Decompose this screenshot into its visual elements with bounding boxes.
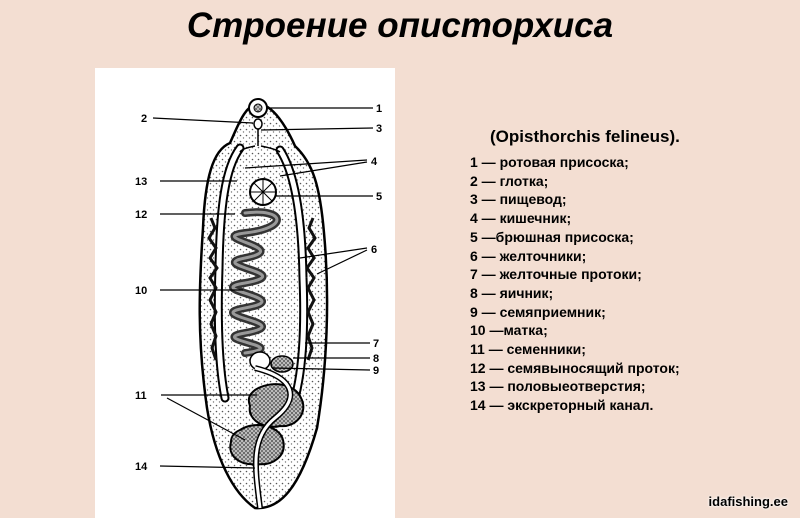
legend	[470, 126, 780, 415]
legend-item: 13 — половыеотверстия;	[470, 378, 646, 395]
figure-label-9: 9	[373, 365, 380, 377]
legend-item: 8 — яичник;	[470, 284, 554, 301]
figure-label-13: 13	[135, 176, 148, 188]
figure-label-10: 10	[135, 285, 148, 297]
watermark: idafishing.ee	[708, 494, 788, 509]
anatomy-figure	[95, 68, 395, 518]
legend-item: 6 — желточники;	[470, 247, 587, 264]
legend-list	[470, 153, 780, 415]
figure-label-8: 8	[373, 353, 380, 365]
ovary	[271, 356, 293, 372]
figure-label-5: 5	[376, 191, 383, 203]
figure-label-3: 3	[376, 123, 383, 135]
legend-item: 12 — семявыносящий проток;	[470, 359, 680, 376]
legend-item: 11 — семенники;	[470, 341, 586, 358]
figure-label-1: 1	[376, 103, 383, 115]
legend-item: 2 — глотка;	[470, 172, 549, 189]
pharynx	[254, 119, 262, 129]
figure-label-7: 7	[373, 338, 380, 350]
legend-heading: (Opisthorchis felineus).	[490, 127, 680, 146]
figure-label-2: 2	[141, 113, 148, 125]
legend-item: 7 — желточные протоки;	[470, 266, 642, 283]
figure-label-14: 14	[135, 461, 148, 473]
opisthorchis-diagram	[95, 68, 395, 518]
legend-item: 1 — ротовая присоска;	[470, 154, 629, 170]
figure-label-4: 4	[371, 156, 378, 168]
slide-title: Строение описторхиса	[186, 6, 614, 45]
legend-item: 10 —матка;	[470, 322, 548, 339]
legend-item: 14 — экскреторный канал.	[470, 397, 654, 414]
figure-label-6: 6	[371, 244, 378, 256]
legend-item: 4 — кишечник;	[470, 210, 572, 227]
figure-label-12: 12	[135, 209, 148, 221]
legend-item: 5 —брюшная присоска;	[470, 228, 634, 245]
legend-item: 3 — пищевод;	[470, 191, 567, 208]
figure-label-11: 11	[135, 390, 147, 402]
legend-item: 9 — семяприемник;	[470, 303, 606, 320]
